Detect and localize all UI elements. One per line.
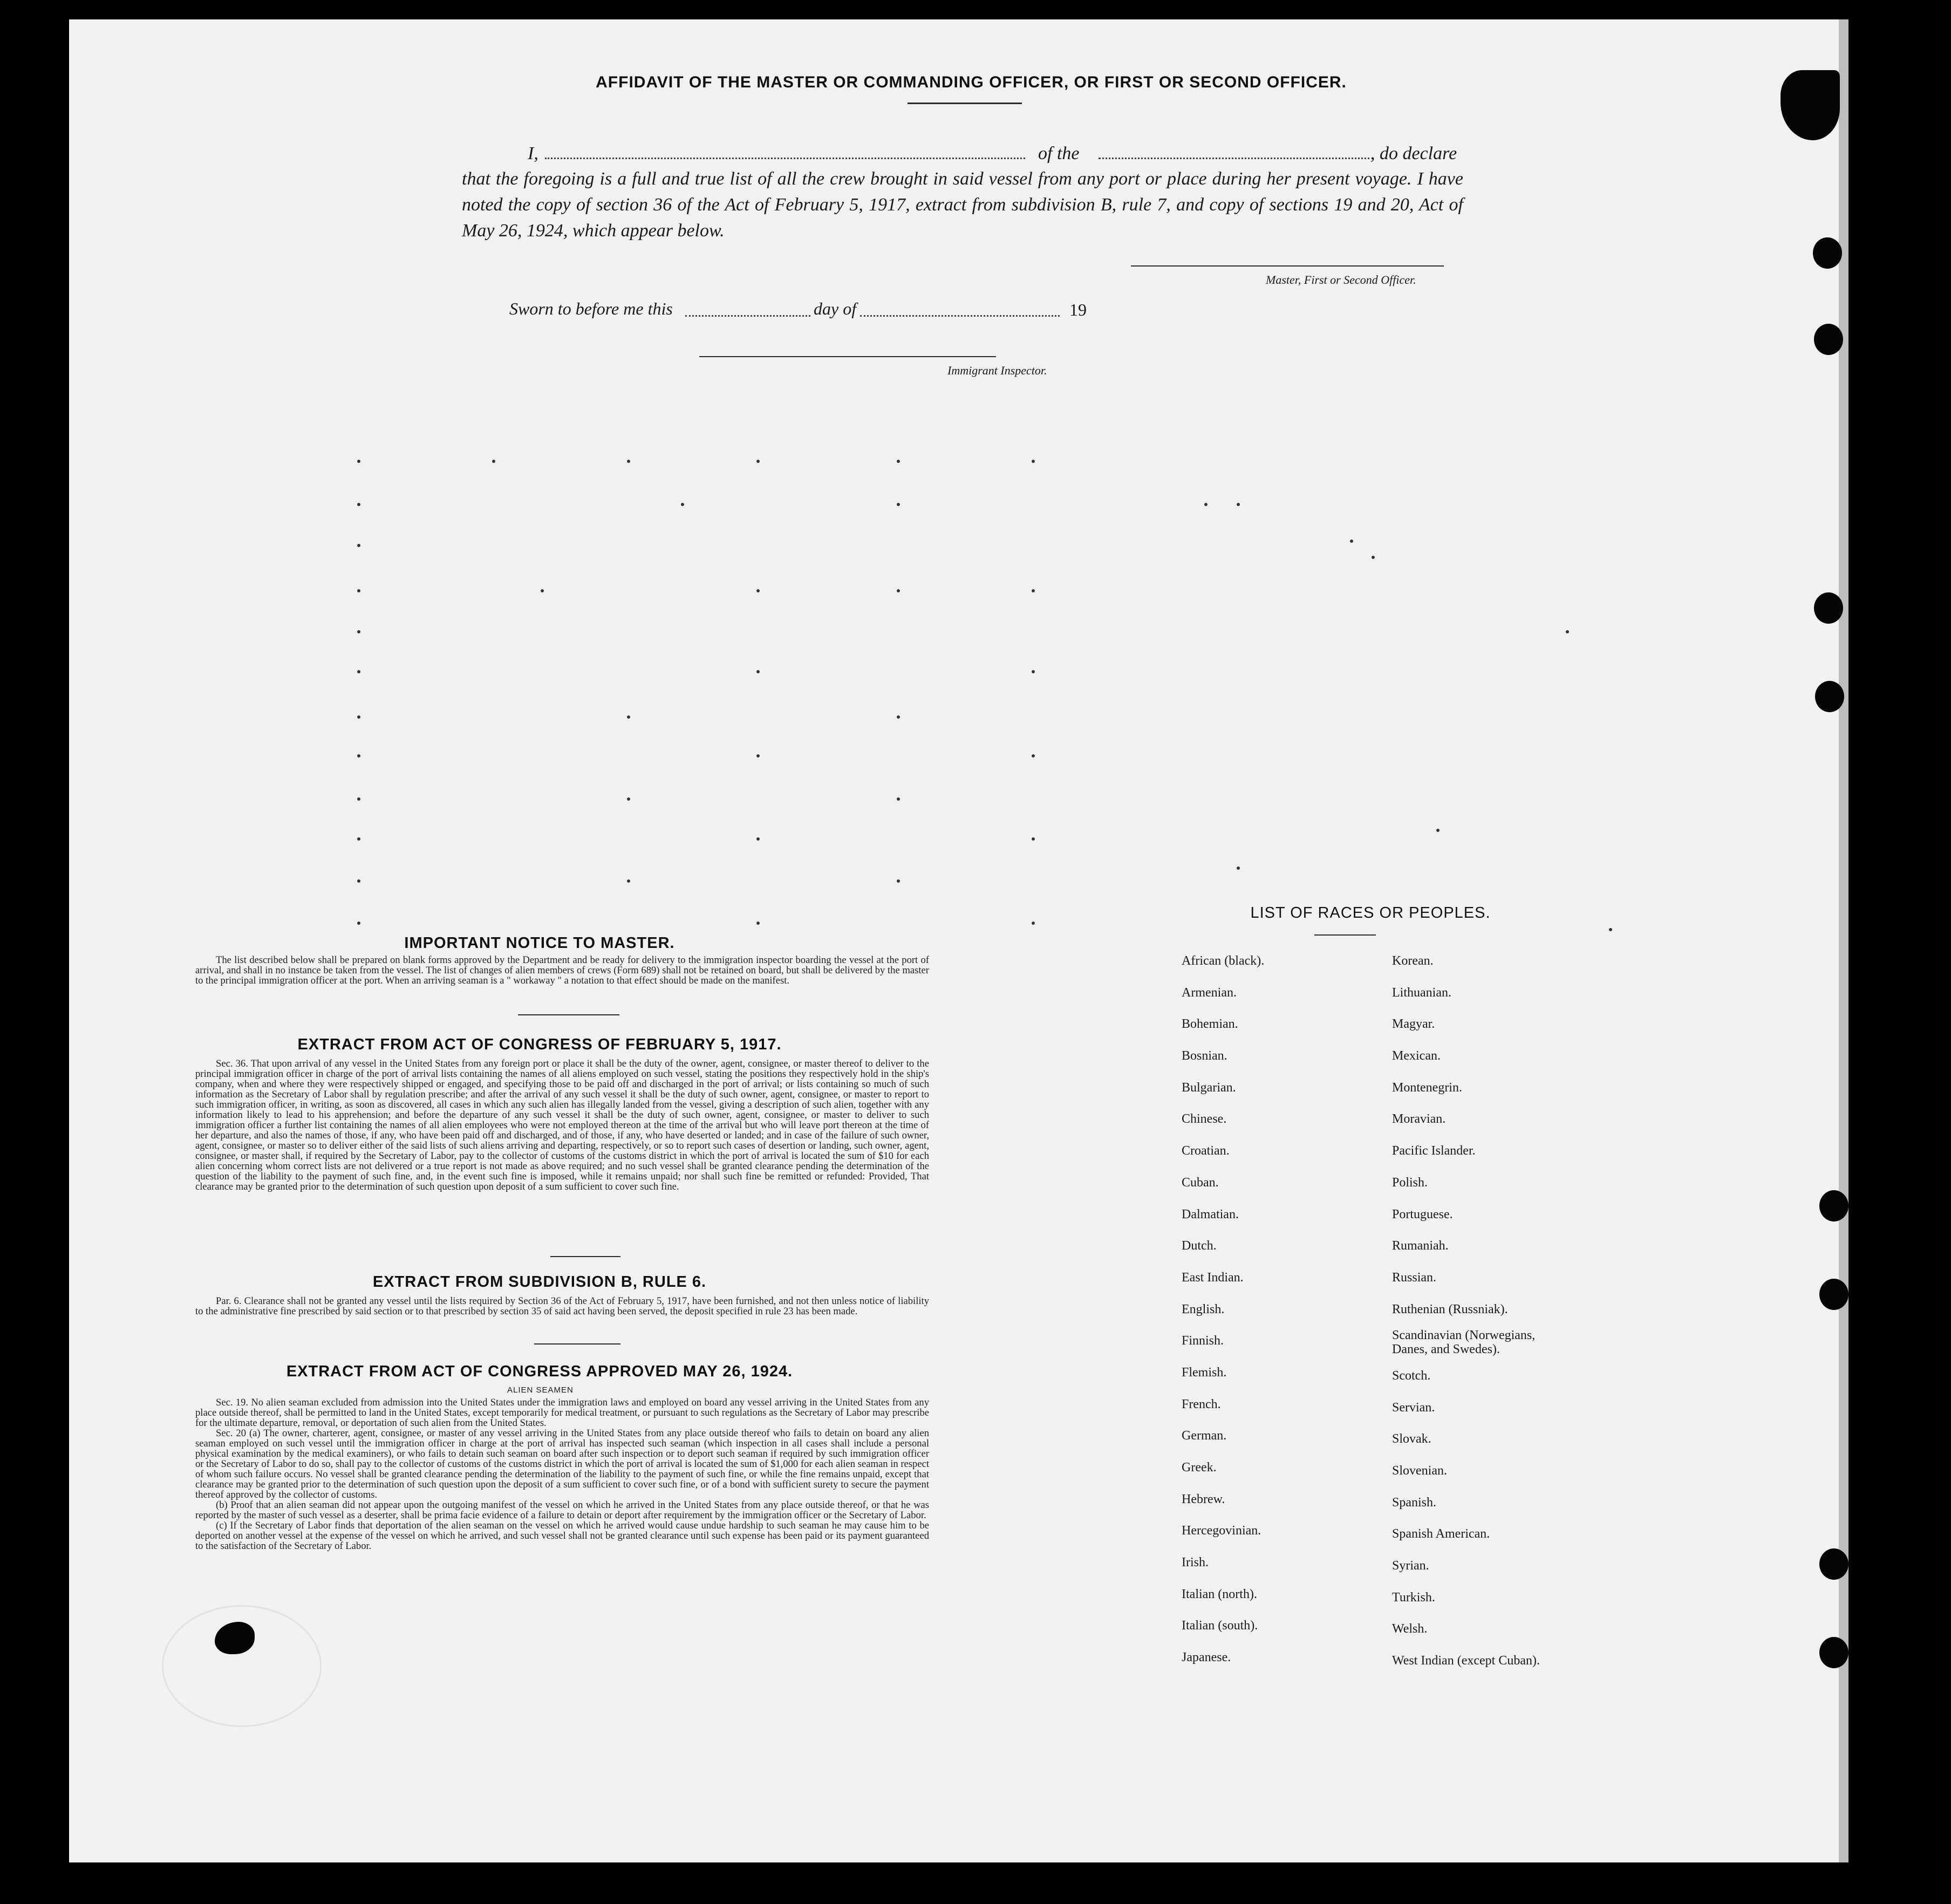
- punch-hole: [1814, 592, 1843, 624]
- race-item: Magyar.: [1392, 1017, 1435, 1032]
- race-item: Dutch.: [1182, 1239, 1217, 1253]
- master-signature-label: Master, First or Second Officer.: [1266, 273, 1416, 286]
- extract-1917-rule: [550, 1256, 620, 1257]
- race-item: Armenian.: [1182, 985, 1237, 1000]
- extract-1924-body: [195, 1397, 929, 1551]
- race-item: Pacific Islander.: [1392, 1144, 1476, 1158]
- year-prefix: 19: [1069, 300, 1087, 319]
- name-blank[interactable]: [545, 158, 1025, 159]
- month-blank[interactable]: [860, 315, 1060, 317]
- notice-body-text: The list described below shall be prepared on blank forms approved by the Department and be ready for delivery to the immigration inspector boarding the vessel at the port of arrival, and shall in no instance be taken from the vessel. The list of changes of alien members of crews (Form 689) shall not be retained on board, but shall be delivered by the master to the principal immigration officer at the port. When an arriving seaman is a " workaway " a notation to that effect should be made on the manifest.: [195, 954, 929, 986]
- race-item: Welsh.: [1392, 1622, 1428, 1636]
- race-item: Hercegovinian.: [1182, 1524, 1261, 1538]
- race-item: Syrian.: [1392, 1559, 1429, 1573]
- page-edge: [1839, 19, 1848, 1862]
- affidavit-title: AFFIDAVIT OF THE MASTER OR COMMANDING OFFICER, OR FIRST OR SECOND OFFICER.: [596, 73, 1347, 91]
- race-item: African (black).: [1182, 954, 1265, 968]
- declaration-do-declare: , do declare: [1370, 144, 1457, 163]
- race-item: Croatian.: [1182, 1144, 1230, 1158]
- title-rule: [908, 103, 1022, 104]
- sec20c-text: (c) If the Secretary of Labor finds that deportation of the alien seaman on the vessel on which he arrived would cause undue hardship to such seaman he may cause him to be deported on another vessel at the expense of the vessel on which he arrived, and such vessel shall not be granted clearance until such expense has been paid or its payment guaranteed to the satisfaction of the Secretary of Labor.: [195, 1520, 929, 1552]
- sec20b-text: (b) Proof that an alien seaman did not appear upon the outgoing manifest of the vessel on which he arrived in the United States from any place outside thereof, or that he was reported by the master of such vessel as a deserter, shall be prima facie evidence of a failure to detain or deport after requirement by the immigration officer or the Secretary of Labor.: [195, 1499, 929, 1521]
- extract-rule6-title: EXTRACT FROM SUBDIVISION B, RULE 6.: [372, 1273, 707, 1291]
- race-item: English.: [1182, 1302, 1225, 1316]
- race-item: Polish.: [1392, 1175, 1428, 1190]
- punch-hole: [1819, 1637, 1848, 1668]
- races-right-column: [1392, 945, 1565, 1677]
- race-item: Hebrew.: [1182, 1492, 1225, 1506]
- notice-body: [195, 955, 929, 986]
- race-item: Turkish.: [1392, 1590, 1435, 1605]
- race-item: Spanish American.: [1392, 1527, 1490, 1541]
- race-item: Ruthenian (Russniak).: [1392, 1302, 1508, 1316]
- race-item: Spanish.: [1392, 1495, 1437, 1510]
- extract-rule6-body: [195, 1296, 929, 1316]
- race-item: Lithuanian.: [1392, 985, 1451, 1000]
- race-item: Slovak.: [1392, 1432, 1431, 1446]
- race-item: Servian.: [1392, 1400, 1435, 1415]
- punch-hole: [1814, 324, 1843, 355]
- sec20a-text: Sec. 20 (a) The owner, charterer, agent, consignee, or master of any vessel arriving in the United States from any place outside thereof who fails to detain on board any alien seaman employed on such vessel until the immigration officer in charge at the port of arrival has inspected such seaman (which inspection in all cases shall include a personal physical examination by the medical examiners), or who fails to detain such seaman on board after such inspection or to deport such seaman if required by such immigration officer or the Secretary of Labor to do so, shall pay to the collector of customs of the customs district in which the port of arrival is located the sum of $1,000 for each alien seaman in respect of whom such failure occurs. No vessel shall be granted clearance pending the determination of the liability to the payment of such fine, or while the fine remains unpaid, except that clearance may be granted prior to the determination of such question upon the deposit of a sum sufficient to cover such fine, or of a bond with sufficient surety to secure the payment thereof approved by the collector of customs.: [195, 1428, 929, 1500]
- race-item: Mexican.: [1392, 1049, 1441, 1063]
- race-item: Scandinavian (Norwegians, Danes, and Swedes).: [1392, 1328, 1536, 1357]
- extract-rule6-text: Par. 6. Clearance shall not be granted any vessel until the lists required by Section 36 of the Act of February 5, 1917, have been furnished, and not then unless notice of liability to the administrative fine prescribed by said section or to that prescribed by section 35 of said act having been served, the deposit specified in rule 23 has been made.: [195, 1295, 929, 1317]
- races-left-column: [1182, 945, 1264, 1674]
- race-item: Chinese.: [1182, 1112, 1227, 1127]
- race-item: Montenegrin.: [1392, 1080, 1462, 1095]
- declaration-i: I,: [528, 144, 538, 163]
- punch-hole: [1819, 1190, 1848, 1221]
- notice-rule: [518, 1014, 619, 1015]
- races-title: LIST OF RACES OR PEOPLES.: [1250, 904, 1491, 922]
- race-item: Rumaniah.: [1392, 1239, 1449, 1253]
- race-item: Portuguese.: [1392, 1207, 1453, 1221]
- race-item: East Indian.: [1182, 1270, 1244, 1285]
- race-item: Dalmatian.: [1182, 1207, 1239, 1221]
- race-item: Cuban.: [1182, 1175, 1219, 1190]
- race-item: Bosnian.: [1182, 1049, 1227, 1063]
- race-item: Irish.: [1182, 1555, 1209, 1570]
- inspector-signature-line[interactable]: [699, 356, 996, 357]
- inspector-label: Immigrant Inspector.: [947, 364, 1047, 377]
- extract-1924-subtitle: ALIEN SEAMEN: [507, 1386, 574, 1395]
- sec19-text: Sec. 19. No alien seaman excluded from admission into the United States under the immigration laws and employed on board any vessel arriving in the United States from any place outside thereof, shall be permitted to land in the United States, except temporarily for medical treatment, or pursuant to such regulations as the Secretary of Labor may prescribe for the ultimate departure, removal, or deportation of such alien from the United States.: [195, 1397, 929, 1429]
- sworn-text: Sworn to before me this: [509, 299, 673, 318]
- race-item: Korean.: [1392, 954, 1434, 968]
- race-item: Flemish.: [1182, 1365, 1227, 1380]
- notice-title: IMPORTANT NOTICE TO MASTER.: [404, 934, 675, 952]
- race-item: Italian (north).: [1182, 1587, 1257, 1601]
- extract-1917-text: Sec. 36. That upon arrival of any vessel in the United States from any foreign port or place it shall be the duty of the owner, agent, consignee, or master thereof to deliver to the principal immigration officer in charge of the port of arrival lists containing the names of all aliens employed on such vessel, stating the positions they respectively hold in the ship's company, when and where they were respectively shipped or engaged, and specifying those to be paid off and discharged in the port of arrival; or lists containing so much of such information as the Secretary of Labor shall by regulation prescribe; and after the arrival of any such vessel it shall be the duty of such owner, agent, consignee, or master to report to such immigration officer, in writing, as soon as discovered, all cases in which any such alien has illegally landed from the vessel, giving a description of such alien, together with any information likely to lead to his apprehension; and before the departure of any such vessel it shall be the duty of such owner, agent, consignee, or master to deliver to such immigration officer a further list containing the names of all alien employees who were not employed thereon at the time of the arrival but who will leave port thereon at the time of her departure, and also the names of those, if any, who have been paid off and discharged, and of those, if any, who have deserted or landed; and in case of the failure of such owner, agent, consignee, or master so to deliver either of the said lists of such aliens arriving and departing, respectively, or so to report such cases of desertion or landing, such owner, agent, consignee, or master shall, if required by the Secretary of Labor, pay to the collector of customs of the customs district in which the port of arrival is located the sum of $10 for each alien concerning whom correct lists are not delivered or a true report is not made as above required; and no such vessel shall be granted clearance pending the determination of the question of the liability to the payment of such fine, and, in the event such fine is imposed, while it remains unpaid; nor shall such fine be remitted or refunded: Provided, That clearance may be granted prior to the determination of such question upon deposit of a sum sufficient to cover such fine.: [195, 1058, 929, 1192]
- race-item: Slovenian.: [1392, 1464, 1447, 1478]
- race-item: Moravian.: [1392, 1112, 1446, 1127]
- punch-hole: [1819, 1279, 1848, 1310]
- extract-1917-title: EXTRACT FROM ACT OF CONGRESS OF FEBRUARY 5, 1917.: [297, 1036, 782, 1053]
- punch-hole: [1813, 237, 1842, 269]
- vessel-blank[interactable]: [1099, 158, 1374, 159]
- declaration-text: that the foregoing is a full and true list of all the crew brought in said vessel from any port or place during her present voyage. I have noted the copy of section 36 of the Act of February 5, 1917, extract from subdivision B, rule 7, and copy of sections 19 and 20, Act of May 26, 1924, which appear below.: [462, 169, 1463, 241]
- master-signature-line[interactable]: [1131, 265, 1444, 267]
- race-item: West Indian (except Cuban).: [1392, 1654, 1540, 1668]
- extract-rule6-rule: [534, 1343, 620, 1345]
- race-item: Bulgarian.: [1182, 1080, 1236, 1095]
- punch-hole: [1819, 1548, 1848, 1580]
- race-item: Greek.: [1182, 1461, 1217, 1475]
- extract-1917-body: [195, 1059, 929, 1192]
- extract-1924-title: EXTRACT FROM ACT OF CONGRESS APPROVED MAY 26, 1924.: [286, 1363, 793, 1380]
- day-blank[interactable]: [685, 315, 810, 317]
- race-item: Bohemian.: [1182, 1017, 1238, 1032]
- race-item: French.: [1182, 1397, 1221, 1411]
- race-item: Scotch.: [1392, 1368, 1431, 1383]
- races-rule: [1314, 934, 1376, 936]
- race-item: Japanese.: [1182, 1650, 1231, 1665]
- declaration-of-the: of the: [1038, 144, 1080, 163]
- race-item: Finnish.: [1182, 1334, 1224, 1348]
- race-item: German.: [1182, 1429, 1227, 1443]
- punch-hole: [1815, 681, 1844, 712]
- race-item: Russian.: [1392, 1270, 1437, 1285]
- day-of: day of: [814, 299, 857, 318]
- race-item: Italian (south).: [1182, 1619, 1258, 1633]
